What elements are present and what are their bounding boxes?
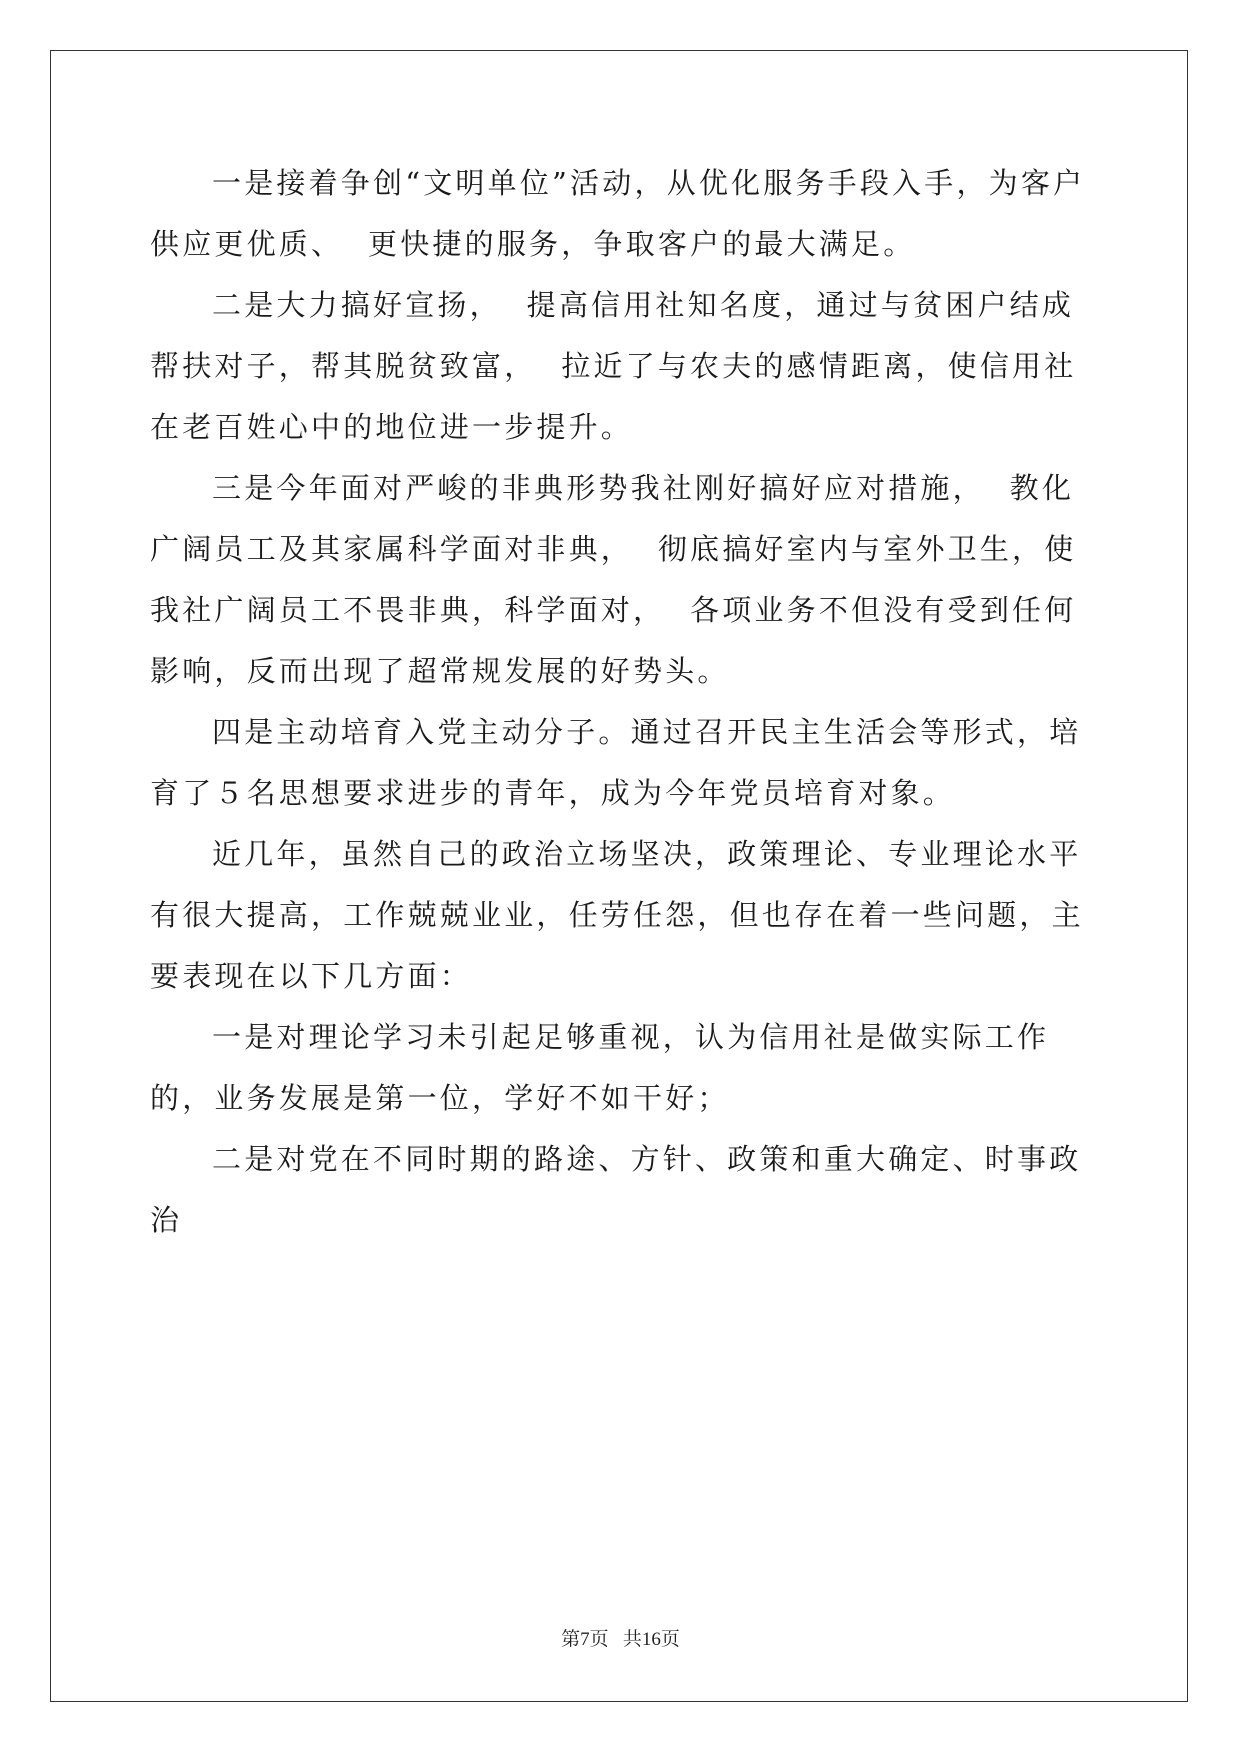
paragraph: 四是主动培育入党主动分子。通过召开民主生活会等形式，培育了５名思想要求进步的青年，成为今年党员培育对象。 [150, 715, 1082, 810]
paragraph: 二是大力搞好宣扬， 提高信用社知名度，通过与贫困户结成帮扶对子，帮其脱贫致富， 拉近了与农夫的感情距离，使信用社在老百姓心中的地位进一步提升。 [150, 288, 1077, 444]
paragraph: 一是对理论学习未引起足够重视，认为信用社是做实际工作的，业务发展是第一位，学好不如干好； [150, 1020, 1050, 1115]
document-body [150, 153, 1090, 1251]
paragraph: 近几年，虽然自己的政治立场坚决，政策理论、专业理论水平有很大提高，工作兢兢业业，任劳任怨，但也存在着一些问题，主要表现在以下几方面： [150, 837, 1084, 993]
paragraph: 一是接着争创“文明单位”活动，从优化服务手段入手，为客户供应更优质、 更快捷的服务，争取客户的最大满足。 [150, 166, 1086, 261]
page-number-footer: 第7页 共16页 [561, 1629, 680, 1650]
paragraph: 二是对党在不同时期的路途、方针、政策和重大确定、时事政治 [150, 1142, 1082, 1237]
paragraph: 三是今年面对严峻的非典形势我社刚好搞好应对措施， 教化广阔员工及其家属科学面对非典， 彻底搞好室内与室外卫生，使我社广阔员工不畏非典，科学面对， 各项业务不但没有受到任何影响，反而出现了超常规发展的好势头。 [150, 471, 1077, 688]
